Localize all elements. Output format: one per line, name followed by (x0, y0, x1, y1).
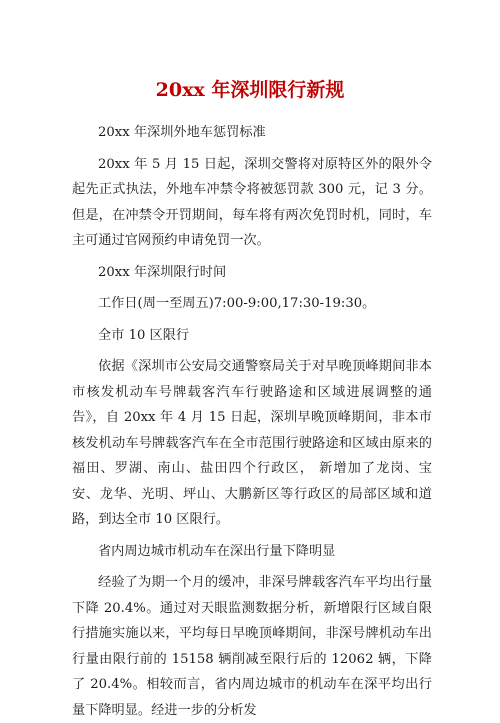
paragraph-decline: 经验了为期一个月的缓冲，非深号牌载客汽车平均出行量下降 20.4%。通过对天眼监测数据分析，新增限行区域自限行措施实施以来，平均每日早晚顶峰期间，非深号牌机动车出行量由限行前的 15158 辆削减至限行后的 12062 辆，下降了 20.4%。相较而言，省内周边城市的机动车在深平均出行量下降明显。经进一步的分析发 (72, 575, 432, 718)
section-heading-decline: 省内周边城市机动车在深出行量下降明显 (98, 543, 336, 559)
paragraph-time: 工作日(周一至周五)7:00-9:00,17:30-19:30。 (98, 296, 376, 311)
section-heading-time: 20xx 年深圳限行时间 (98, 264, 227, 280)
paragraph-districts: 依据《深圳市公安局交通警察局关于对早晚顶峰期间非本市核发机动车号牌载客汽车行驶路途和区域进展调整的通告》，自 20xx 年 4 月 15 日起，深圳早晚顶峰期间，非本市核发机动车号牌载客汽车在全市范围行驶路途和区域由原来的福田、罗湖、南山、盐田四个行政区， 新增加了龙岗、宝安、龙华、光明、坪山、大鹏新区等行政区的局部区域和道路，到达全市 10 区限行。 (72, 359, 432, 527)
section-heading-penalty: 20xx 年深圳外地车惩罚标准 (98, 125, 266, 140)
document-title: 20xx 年深圳限行新规 (155, 79, 345, 101)
paragraph-penalty: 20xx 年 5 月 15 日起，深圳交警将对原特区外的限外令起先正式执法，外地车冲禁令将被惩罚款 300 元，记 3 分。但是，在冲禁令开罚期间，每车将有两次免罚时机，同时，车主可通过官网预约申请免罚一次。 (72, 156, 432, 248)
section-heading-districts: 全市 10 区限行 (98, 327, 190, 343)
document-body (72, 120, 432, 723)
